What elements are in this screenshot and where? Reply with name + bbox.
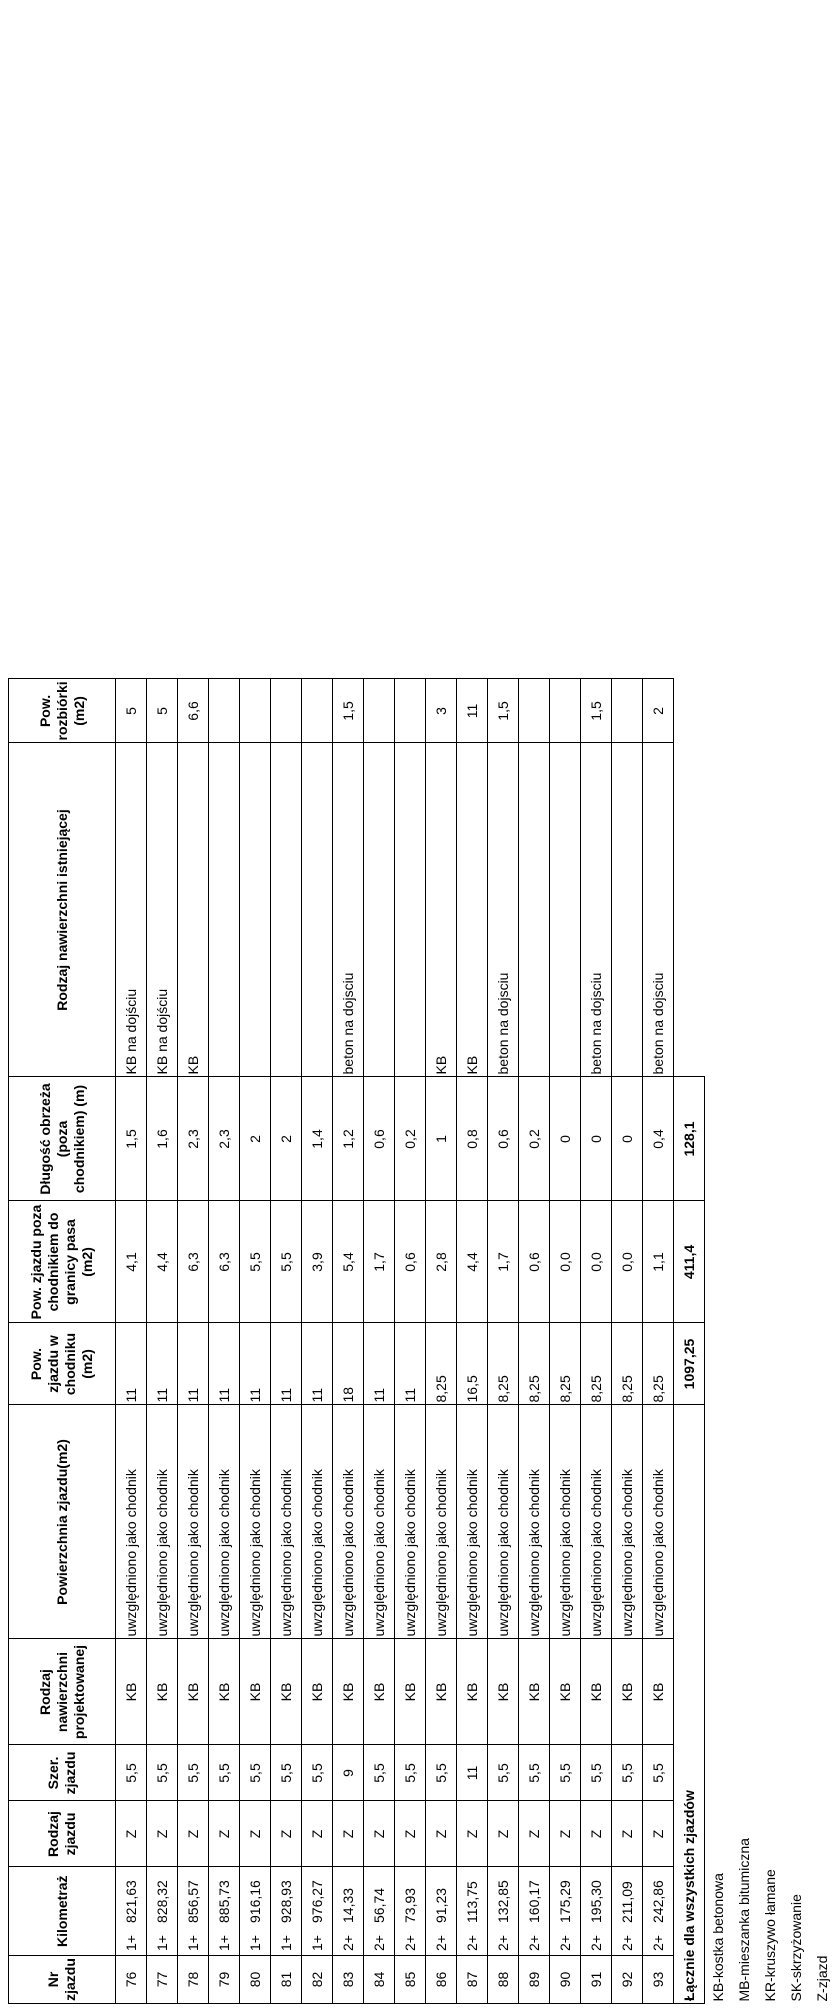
- row-dl-obrzeza: 0,8: [457, 1077, 488, 1201]
- row-pow-poza: 6,3: [209, 1201, 240, 1323]
- row-dl-obrzeza: 1: [426, 1077, 457, 1201]
- row-naw-proj: KB: [550, 1639, 581, 1745]
- row-km-prefix: 2+: [488, 1925, 519, 1956]
- row-nr: 76: [116, 1956, 147, 2004]
- row-pow-poza: 0,0: [581, 1201, 612, 1323]
- row-naw-proj: KB: [581, 1639, 612, 1745]
- row-naw-proj: KB: [643, 1639, 674, 1745]
- row-pow-poza: 5,4: [333, 1201, 364, 1323]
- row-pow-rozb: [364, 679, 395, 743]
- row-pow-zjazdu: uwzględniono jako chodnik: [209, 1405, 240, 1639]
- row-pow-poza: 0,6: [395, 1201, 426, 1323]
- header-naw-proj: Rodzaj nawierzchni projektowanej: [9, 1639, 116, 1745]
- row-nr: 86: [426, 1956, 457, 2004]
- row-dl-obrzeza: 2: [271, 1077, 302, 1201]
- table-header-row: [9, 679, 116, 2004]
- table-row: [178, 679, 209, 2004]
- row-dl-obrzeza: 0: [581, 1077, 612, 1201]
- table-row: [209, 679, 240, 2004]
- header-nr: Nr zjazdu: [9, 1956, 116, 2004]
- row-pow-poza: 6,3: [178, 1201, 209, 1323]
- row-pow-rozb: 3: [426, 679, 457, 743]
- table-row: [333, 679, 364, 2004]
- row-km-value: 916,16: [240, 1867, 271, 1925]
- row-pow-poza: 0,0: [612, 1201, 643, 1323]
- row-naw-proj: KB: [333, 1639, 364, 1745]
- row-dl-obrzeza: 0,2: [519, 1077, 550, 1201]
- row-nr: 88: [488, 1956, 519, 2004]
- row-km-value: 73,93: [395, 1867, 426, 1925]
- row-km-prefix: 2+: [333, 1925, 364, 1956]
- row-naw-ist: KB na dojściu: [116, 743, 147, 1077]
- row-dl-obrzeza: 0,4: [643, 1077, 674, 1201]
- header-szer: Szer. zjazdu: [9, 1745, 116, 1801]
- row-naw-proj: KB: [395, 1639, 426, 1745]
- row-pow-zjazdu: uwzględniono jako chodnik: [178, 1405, 209, 1639]
- row-pow-w-chod: 8,25: [581, 1323, 612, 1405]
- row-pow-poza: 4,4: [457, 1201, 488, 1323]
- row-pow-poza: 5,5: [271, 1201, 302, 1323]
- row-nr: 92: [612, 1956, 643, 2004]
- table-row: [581, 679, 612, 2004]
- row-dl-obrzeza: 0,6: [364, 1077, 395, 1201]
- row-pow-rozb: [550, 679, 581, 743]
- row-pow-w-chod: 11: [271, 1323, 302, 1405]
- row-pow-rozb: [240, 679, 271, 743]
- row-km-value: 195,30: [581, 1867, 612, 1925]
- row-pow-w-chod: 8,25: [519, 1323, 550, 1405]
- legend-item: KB-kostka betonowa: [709, 1873, 726, 2002]
- rotated-page: [8, 14, 830, 2004]
- row-pow-w-chod: 8,25: [612, 1323, 643, 1405]
- row-rodzaj: Z: [488, 1801, 519, 1867]
- row-naw-proj: KB: [519, 1639, 550, 1745]
- row-szer: 5,5: [240, 1745, 271, 1801]
- totals-label: Łącznie dla wszystkich zjazdów: [674, 1405, 705, 2004]
- header-dl-obrzeza: Długość obrzeża (poza chodnikiem) (m): [9, 1077, 116, 1201]
- row-pow-w-chod: 8,25: [643, 1323, 674, 1405]
- row-pow-poza: 1,7: [488, 1201, 519, 1323]
- row-rodzaj: Z: [519, 1801, 550, 1867]
- header-pow-w-chod: Pow. zjazdu w chodniku (m2): [9, 1323, 116, 1405]
- row-rodzaj: Z: [178, 1801, 209, 1867]
- row-naw-ist: beton na dojsciu: [333, 743, 364, 1077]
- table-row: [395, 679, 426, 2004]
- header-rodzaj: Rodzaj zjazdu: [9, 1801, 116, 1867]
- row-naw-proj: KB: [209, 1639, 240, 1745]
- row-szer: 5,5: [581, 1745, 612, 1801]
- row-km-prefix: 2+: [395, 1925, 426, 1956]
- totals-wch: 1097,25: [674, 1323, 705, 1405]
- row-pow-rozb: 1,5: [333, 679, 364, 743]
- row-pow-poza: 4,1: [116, 1201, 147, 1323]
- header-pow-poza: Pow. zjazdu poza chodnikiem do granicy pasa (m2): [9, 1201, 116, 1323]
- row-dl-obrzeza: 2: [240, 1077, 271, 1201]
- row-pow-zjazdu: uwzględniono jako chodnik: [643, 1405, 674, 1639]
- row-szer: 5,5: [395, 1745, 426, 1801]
- row-szer: 5,5: [364, 1745, 395, 1801]
- row-rodzaj: Z: [116, 1801, 147, 1867]
- row-km-value: 211,09: [612, 1867, 643, 1925]
- table-row: [612, 679, 643, 2004]
- row-dl-obrzeza: 0: [550, 1077, 581, 1201]
- row-pow-w-chod: 11: [147, 1323, 178, 1405]
- row-dl-obrzeza: 0: [612, 1077, 643, 1201]
- row-szer: 5,5: [488, 1745, 519, 1801]
- row-dl-obrzeza: 0,2: [395, 1077, 426, 1201]
- row-km-value: 242,86: [643, 1867, 674, 1925]
- row-pow-poza: 4,4: [147, 1201, 178, 1323]
- row-km-value: 175,29: [550, 1867, 581, 1925]
- row-pow-zjazdu: uwzględniono jako chodnik: [426, 1405, 457, 1639]
- row-pow-w-chod: 11: [209, 1323, 240, 1405]
- row-km-value: 885,73: [209, 1867, 240, 1925]
- row-naw-ist: [209, 743, 240, 1077]
- table-body: [116, 679, 674, 2004]
- row-pow-poza: 1,7: [364, 1201, 395, 1323]
- table-row: [488, 679, 519, 2004]
- row-pow-zjazdu: uwzględniono jako chodnik: [302, 1405, 333, 1639]
- row-km-value: 160,17: [519, 1867, 550, 1925]
- row-pow-w-chod: 11: [302, 1323, 333, 1405]
- row-rodzaj: Z: [612, 1801, 643, 1867]
- row-naw-proj: KB: [271, 1639, 302, 1745]
- header-naw-ist: Rodzaj nawierzchni istniejącej: [9, 743, 116, 1077]
- row-naw-ist: [364, 743, 395, 1077]
- row-naw-ist: KB: [457, 743, 488, 1077]
- row-km-prefix: 2+: [364, 1925, 395, 1956]
- row-naw-ist: [271, 743, 302, 1077]
- row-naw-proj: KB: [147, 1639, 178, 1745]
- row-pow-rozb: 6,6: [178, 679, 209, 743]
- row-pow-zjazdu: uwzględniono jako chodnik: [116, 1405, 147, 1639]
- row-pow-zjazdu: uwzględniono jako chodnik: [240, 1405, 271, 1639]
- row-naw-ist: KB: [426, 743, 457, 1077]
- row-km-prefix: 1+: [271, 1925, 302, 1956]
- row-naw-ist: beton na dojsciu: [581, 743, 612, 1077]
- row-rodzaj: Z: [550, 1801, 581, 1867]
- row-nr: 87: [457, 1956, 488, 2004]
- row-naw-ist: [302, 743, 333, 1077]
- row-nr: 85: [395, 1956, 426, 2004]
- row-rodzaj: Z: [271, 1801, 302, 1867]
- row-km-value: 928,93: [271, 1867, 302, 1925]
- row-pow-zjazdu: uwzględniono jako chodnik: [457, 1405, 488, 1639]
- row-pow-zjazdu: uwzględniono jako chodnik: [581, 1405, 612, 1639]
- row-dl-obrzeza: 2,3: [178, 1077, 209, 1201]
- row-km-prefix: 2+: [519, 1925, 550, 1956]
- row-pow-w-chod: 11: [240, 1323, 271, 1405]
- row-km-prefix: 1+: [116, 1925, 147, 1956]
- row-nr: 84: [364, 1956, 395, 2004]
- row-pow-rozb: [612, 679, 643, 743]
- row-pow-zjazdu: uwzględniono jako chodnik: [333, 1405, 364, 1639]
- row-pow-poza: 5,5: [240, 1201, 271, 1323]
- row-km-prefix: 1+: [302, 1925, 333, 1956]
- row-pow-rozb: 11: [457, 679, 488, 743]
- table-row: [271, 679, 302, 2004]
- row-naw-proj: KB: [457, 1639, 488, 1745]
- table-row: [519, 679, 550, 2004]
- row-naw-ist: [612, 743, 643, 1077]
- row-pow-w-chod: 11: [395, 1323, 426, 1405]
- row-szer: 5,5: [147, 1745, 178, 1801]
- row-nr: 78: [178, 1956, 209, 2004]
- row-nr: 82: [302, 1956, 333, 2004]
- table-row: [147, 679, 178, 2004]
- row-km-prefix: 2+: [612, 1925, 643, 1956]
- row-pow-w-chod: 8,25: [488, 1323, 519, 1405]
- row-km-prefix: 1+: [178, 1925, 209, 1956]
- row-naw-proj: KB: [612, 1639, 643, 1745]
- row-km-prefix: 2+: [643, 1925, 674, 1956]
- row-naw-proj: KB: [302, 1639, 333, 1745]
- row-dl-obrzeza: 1,6: [147, 1077, 178, 1201]
- row-dl-obrzeza: 1,2: [333, 1077, 364, 1201]
- row-pow-w-chod: 11: [116, 1323, 147, 1405]
- row-pow-w-chod: 8,25: [426, 1323, 457, 1405]
- row-pow-zjazdu: uwzględniono jako chodnik: [519, 1405, 550, 1639]
- totals-poza: 411,4: [674, 1201, 705, 1323]
- row-naw-ist: [550, 743, 581, 1077]
- row-km-value: 976,27: [302, 1867, 333, 1925]
- row-km-value: 56,74: [364, 1867, 395, 1925]
- row-km-prefix: 2+: [550, 1925, 581, 1956]
- row-naw-ist: [519, 743, 550, 1077]
- driveways-table: [8, 678, 835, 2004]
- row-pow-poza: 0,0: [550, 1201, 581, 1323]
- row-km-prefix: 1+: [147, 1925, 178, 1956]
- row-km-value: 14,33: [333, 1867, 364, 1925]
- row-pow-w-chod: 18: [333, 1323, 364, 1405]
- totals-row: [674, 679, 705, 2004]
- row-km-value: 113,75: [457, 1867, 488, 1925]
- legend-item: KR-kruszywo łamane: [761, 1869, 778, 2002]
- row-naw-ist: [240, 743, 271, 1077]
- row-szer: 5,5: [178, 1745, 209, 1801]
- table-row: [550, 679, 581, 2004]
- row-pow-zjazdu: uwzględniono jako chodnik: [395, 1405, 426, 1639]
- row-pow-rozb: [209, 679, 240, 743]
- row-rodzaj: Z: [209, 1801, 240, 1867]
- legend-item: MB-mieszanka bitumiczna: [735, 1838, 752, 2002]
- row-km-prefix: 2+: [426, 1925, 457, 1956]
- table-row: [643, 679, 674, 2004]
- row-nr: 83: [333, 1956, 364, 2004]
- legend: [705, 679, 835, 2004]
- row-szer: 5,5: [643, 1745, 674, 1801]
- row-szer: 5,5: [426, 1745, 457, 1801]
- row-nr: 91: [581, 1956, 612, 2004]
- table-row: [426, 679, 457, 2004]
- row-dl-obrzeza: 2,3: [209, 1077, 240, 1201]
- table-row: [302, 679, 333, 2004]
- row-naw-proj: KB: [364, 1639, 395, 1745]
- row-nr: 77: [147, 1956, 178, 2004]
- row-naw-proj: KB: [240, 1639, 271, 1745]
- row-szer: 9: [333, 1745, 364, 1801]
- row-rodzaj: Z: [240, 1801, 271, 1867]
- row-pow-rozb: 5: [147, 679, 178, 743]
- totals-dl: 128,1: [674, 1077, 705, 1201]
- row-rodzaj: Z: [333, 1801, 364, 1867]
- row-pow-w-chod: 16,5: [457, 1323, 488, 1405]
- row-pow-zjazdu: uwzględniono jako chodnik: [364, 1405, 395, 1639]
- row-pow-rozb: [271, 679, 302, 743]
- row-pow-zjazdu: uwzględniono jako chodnik: [271, 1405, 302, 1639]
- row-rodzaj: Z: [457, 1801, 488, 1867]
- table-row: [240, 679, 271, 2004]
- row-km-value: 856,57: [178, 1867, 209, 1925]
- row-km-prefix: 2+: [457, 1925, 488, 1956]
- row-km-prefix: 2+: [581, 1925, 612, 1956]
- row-pow-zjazdu: uwzględniono jako chodnik: [488, 1405, 519, 1639]
- table-row: [364, 679, 395, 2004]
- row-pow-rozb: [302, 679, 333, 743]
- row-szer: 5,5: [519, 1745, 550, 1801]
- row-szer: 5,5: [302, 1745, 333, 1801]
- row-pow-zjazdu: uwzględniono jako chodnik: [550, 1405, 581, 1639]
- row-naw-ist: KB: [178, 743, 209, 1077]
- row-naw-ist: KB na dojściu: [147, 743, 178, 1077]
- row-pow-poza: 1,1: [643, 1201, 674, 1323]
- row-rodzaj: Z: [581, 1801, 612, 1867]
- row-pow-rozb: [395, 679, 426, 743]
- row-naw-ist: [395, 743, 426, 1077]
- row-nr: 81: [271, 1956, 302, 2004]
- row-naw-proj: KB: [426, 1639, 457, 1745]
- row-pow-poza: 3,9: [302, 1201, 333, 1323]
- row-pow-rozb: 5: [116, 679, 147, 743]
- row-km-value: 821,63: [116, 1867, 147, 1925]
- row-rodzaj: Z: [426, 1801, 457, 1867]
- row-dl-obrzeza: 1,4: [302, 1077, 333, 1201]
- row-rodzaj: Z: [147, 1801, 178, 1867]
- row-km-value: 132,85: [488, 1867, 519, 1925]
- table-row: [116, 679, 147, 2004]
- row-pow-rozb: 2: [643, 679, 674, 743]
- row-naw-ist: beton na dojsciu: [488, 743, 519, 1077]
- row-nr: 89: [519, 1956, 550, 2004]
- row-rodzaj: Z: [364, 1801, 395, 1867]
- row-szer: 5,5: [550, 1745, 581, 1801]
- row-pow-w-chod: 11: [178, 1323, 209, 1405]
- row-pow-zjazdu: uwzględniono jako chodnik: [612, 1405, 643, 1639]
- row-pow-poza: 0,6: [519, 1201, 550, 1323]
- row-szer: 11: [457, 1745, 488, 1801]
- row-naw-proj: KB: [178, 1639, 209, 1745]
- row-nr: 93: [643, 1956, 674, 2004]
- legend-item: Z-zjazd: [813, 1955, 830, 2002]
- row-szer: 5,5: [271, 1745, 302, 1801]
- row-pow-rozb: 1,5: [581, 679, 612, 743]
- row-pow-rozb: [519, 679, 550, 743]
- row-nr: 90: [550, 1956, 581, 2004]
- row-rodzaj: Z: [302, 1801, 333, 1867]
- row-naw-proj: KB: [488, 1639, 519, 1745]
- row-km-value: 828,32: [147, 1867, 178, 1925]
- legend-item: SK-skrzyżowanie: [787, 1894, 804, 2002]
- row-rodzaj: Z: [643, 1801, 674, 1867]
- row-nr: 79: [209, 1956, 240, 2004]
- row-km-prefix: 1+: [240, 1925, 271, 1956]
- row-rodzaj: Z: [395, 1801, 426, 1867]
- row-km-value: 91,23: [426, 1867, 457, 1925]
- row-dl-obrzeza: 0,6: [488, 1077, 519, 1201]
- row-km-prefix: 1+: [209, 1925, 240, 1956]
- row-pow-poza: 2,8: [426, 1201, 457, 1323]
- table-row: [457, 679, 488, 2004]
- row-szer: 5,5: [209, 1745, 240, 1801]
- row-naw-ist: beton na dojsciu: [643, 743, 674, 1077]
- row-pow-w-chod: 8,25: [550, 1323, 581, 1405]
- row-nr: 80: [240, 1956, 271, 2004]
- header-pow-rozb: Pow. rozbiórki (m2): [9, 679, 116, 743]
- row-szer: 5,5: [116, 1745, 147, 1801]
- header-km: Kilometraż: [9, 1867, 116, 1956]
- row-szer: 5,5: [612, 1745, 643, 1801]
- row-pow-w-chod: 11: [364, 1323, 395, 1405]
- row-pow-zjazdu: uwzględniono jako chodnik: [147, 1405, 178, 1639]
- row-dl-obrzeza: 1,5: [116, 1077, 147, 1201]
- header-pow-zjazdu: Powierzchnia zjazdu(m2): [9, 1405, 116, 1639]
- row-naw-proj: KB: [116, 1639, 147, 1745]
- row-pow-rozb: 1,5: [488, 679, 519, 743]
